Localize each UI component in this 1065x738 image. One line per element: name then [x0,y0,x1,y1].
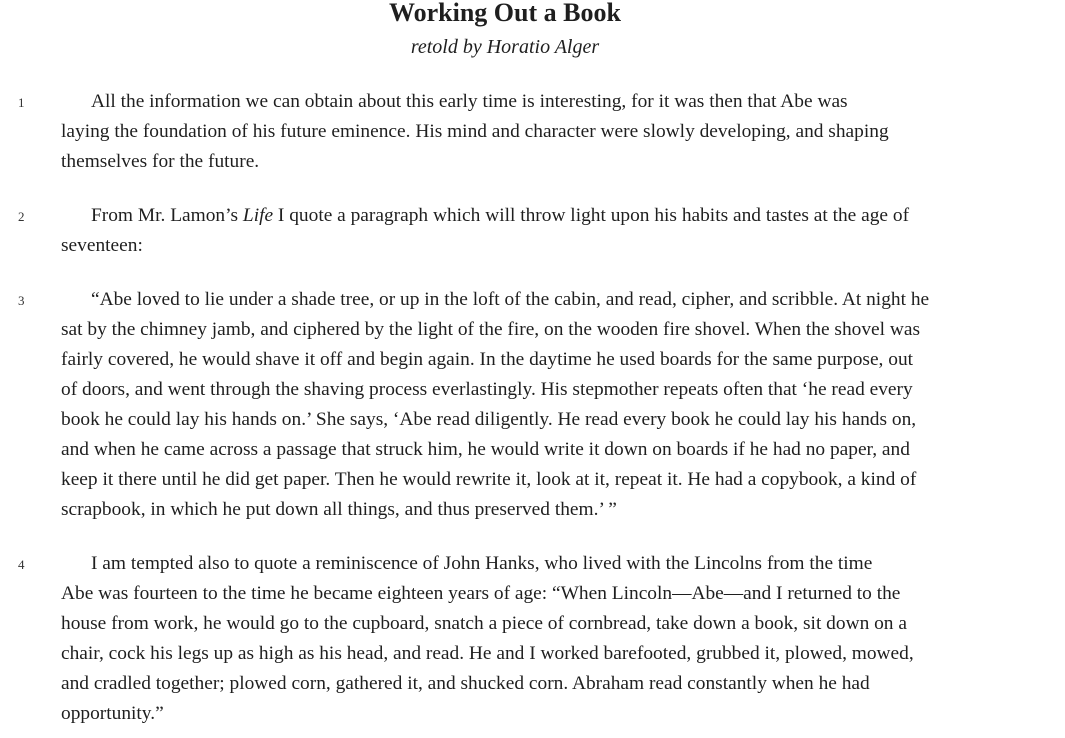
paragraph-number: 4 [18,557,25,572]
paragraph-line [61,201,1046,231]
paragraph-line: house from work, he would go to the cupboard, snatch a piece of cornbread, take down a book, sit down on a [61,613,907,634]
paragraph [61,549,1046,729]
paragraph-line: book he could lay his hands on.’ She says, ‘Abe read diligently. He read every book he could lay his hands on, [61,409,917,430]
paragraph-line: chair, cock his legs up as high as his head, and read. He and I worked barefooted, grubbed it, plowed, mowed, [61,643,914,664]
paragraph [61,285,1046,525]
paragraph-line: of doors, and went through the shaving process everlastingly. His stepmother repeats often that ‘he read every [61,379,913,400]
paragraph-line: scrapbook, in which he put down all things, and thus preserved them.’ ” [61,499,617,520]
paragraph-line: seventeen: [61,235,143,256]
paragraph-number: 3 [18,293,25,308]
paragraph [61,87,1046,177]
document-byline: retold by Horatio Alger [410,36,600,58]
paragraph-line: laying the foundation of his future eminence. His mind and character were slowly developing, and shaping [61,121,889,142]
paragraph [61,201,1046,261]
paragraph-line: sat by the chimney jamb, and ciphered by the light of the fire, on the wooden fire shovel. When the shovel was [61,319,921,340]
paragraph-line: fairly covered, he would shave it off and begin again. In the daytime he used boards for the same purpose, out [61,349,914,370]
paragraph-number: 1 [18,95,25,110]
paragraph-line: opportunity.” [61,703,164,724]
paragraph-line: and when he came across a passage that struck him, he would write it down on boards if he had no paper, and [61,439,910,460]
paragraph-line: “Abe loved to lie under a shade tree, or up in the loft of the cabin, and read, cipher, and scribble. At night he [91,289,930,310]
paragraph-number: 2 [18,209,25,224]
paragraph-line: I am tempted also to quote a reminiscence of John Hanks, who lived with the Lincolns from the time [91,553,873,574]
paragraph-line: All the information we can obtain about this early time is interesting, for it was then that Abe was [91,91,848,112]
paragraph-line: keep it there until he did get paper. Then he would rewrite it, look at it, repeat it. He had a copybook, a kind of [61,469,917,490]
paragraph-line: themselves for the future. [61,151,260,172]
paragraph-line: and cradled together; plowed corn, gathered it, and shucked corn. Abraham read constantly when he had [61,673,870,694]
document-title: Working Out a Book [389,0,621,27]
paragraph-text: From Mr. Lamon’s [91,205,243,226]
book-title-italic: Life [242,205,274,226]
paragraph-line: Abe was fourteen to the time he became eighteen years of age: “When Lincoln—Abe—and I returned to the [61,583,901,604]
paragraph-text: I quote a paragraph which will throw light upon his habits and tastes at the age of [273,205,910,226]
